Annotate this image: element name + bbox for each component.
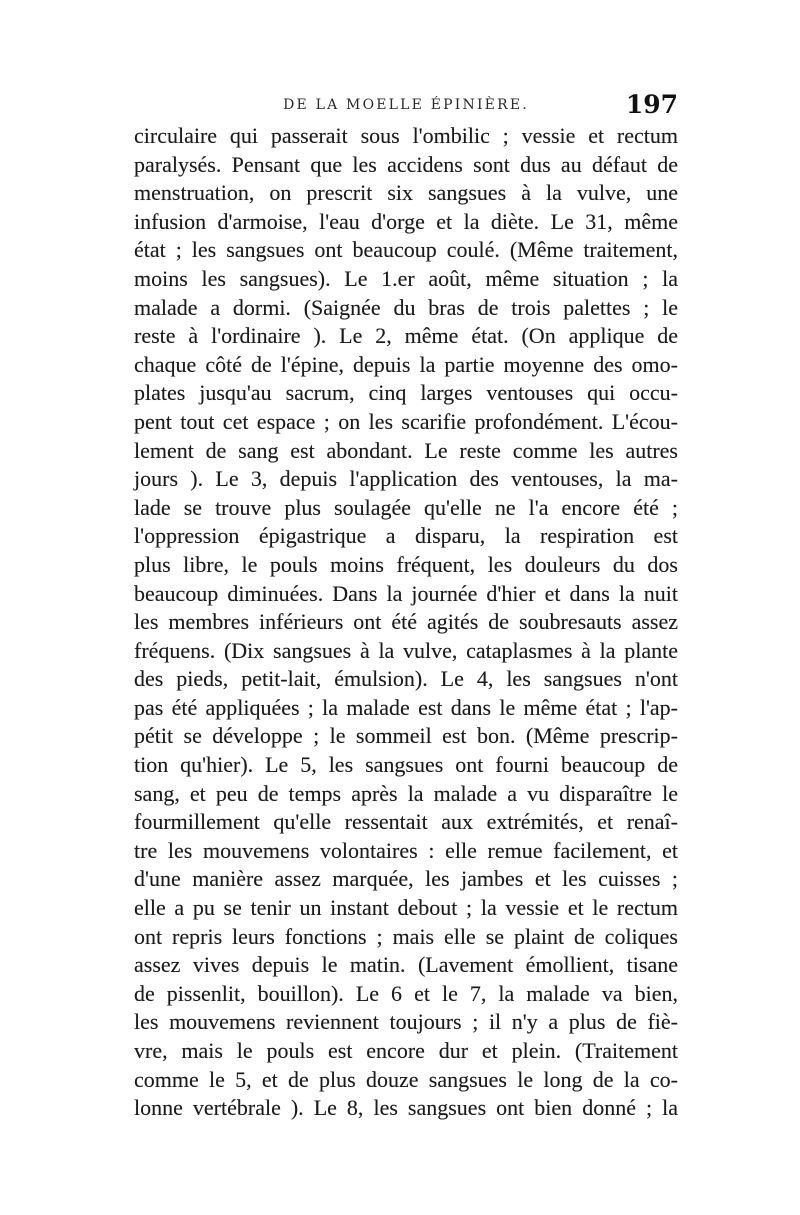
text-line: d'une manière assez marquée, les jambes et les cuisses ;: [134, 866, 678, 892]
text-line: les mouvemens reviennent toujours ; il n'y a plus de fiè-: [134, 1009, 678, 1035]
text-line: chaque côté de l'épine, depuis la partie moyenne des omo-: [134, 351, 678, 377]
text-line: état ; les sangsues ont beaucoup coulé. (Même traitement,: [134, 237, 678, 263]
text-line: comme le 5, et de plus douze sangsues le long de la co-: [134, 1066, 678, 1092]
body-text: [134, 122, 678, 1123]
text-line: infusion d'armoise, l'eau d'orge et la diète. Le 31, même: [134, 208, 678, 234]
text-line: elle a pu se tenir un instant debout ; la vessie et le rectum: [134, 895, 678, 921]
text-line: malade a dormi. (Saignée du bras de trois palettes ; le: [134, 294, 678, 320]
text-line: lade se trouve plus soulagée qu'elle ne l'a encore été ;: [134, 494, 678, 520]
text-line: pas été appliquées ; la malade est dans le même état ; l'ap-: [134, 694, 678, 720]
text-line: des pieds, petit-lait, émulsion). Le 4, les sangsues n'ont: [134, 666, 678, 692]
text-line: plates jusqu'au sacrum, cinq larges ventouses qui occu-: [134, 380, 678, 406]
text-line: pent tout cet espace ; on les scarifie profondément. L'écou-: [134, 408, 678, 434]
text-line: sang, et peu de temps après la malade a vu disparaître le: [134, 780, 678, 806]
text-line: lonne vertébrale ). Le 8, les sangsues ont bien donné ; la: [134, 1095, 678, 1121]
text-line: de pissenlit, bouillon). Le 6 et le 7, la malade va bien,: [134, 980, 678, 1006]
text-line: circulaire qui passerait sous l'ombilic ; vessie et rectum: [134, 123, 678, 148]
text-line: assez vives depuis le matin. (Lavement émollient, tisane: [134, 952, 678, 978]
running-head: [134, 90, 678, 123]
text-line: jours ). Le 3, depuis l'application des ventouses, la ma-: [134, 466, 678, 492]
running-title: DE LA MOELLE ÉPINIÈRE.: [283, 97, 529, 113]
text-line: fourmillement qu'elle ressentait aux extrémités, et renaî-: [134, 809, 678, 835]
text-line: les membres inférieurs ont été agités de soubresauts assez: [134, 609, 678, 635]
page-number: 197: [625, 90, 678, 119]
text-line: beaucoup diminuées. Dans la journée d'hier et dans la nuit: [134, 580, 678, 606]
text-line: tion qu'hier). Le 5, les sangsues ont fourni beaucoup de: [134, 752, 678, 778]
text-line: menstruation, on prescrit six sangsues à la vulve, une: [134, 180, 678, 206]
text-line: lement de sang est abondant. Le reste comme les autres: [134, 437, 678, 463]
text-line: pétit se développe ; le sommeil est bon. (Même prescrip-: [134, 723, 678, 749]
text-line: reste à l'ordinaire ). Le 2, même état. (On applique de: [134, 323, 678, 349]
text-line: tre les mouvemens volontaires : elle remue facilement, et: [134, 837, 678, 863]
text-line: paralysés. Pensant que les accidens sont dus au défaut de: [134, 151, 678, 177]
text-line: ont repris leurs fonctions ; mais elle se plaint de coliques: [134, 923, 678, 949]
text-line: l'oppression épigastrique a disparu, la respiration est: [134, 523, 678, 549]
text-line: fréquens. (Dix sangsues à la vulve, cataplasmes à la plante: [134, 637, 678, 663]
text-line: moins les sangsues). Le 1.er août, même situation ; la: [134, 265, 678, 291]
text-line: plus libre, le pouls moins fréquent, les douleurs du dos: [134, 551, 678, 577]
text-line: vre, mais le pouls est encore dur et plein. (Traitement: [134, 1038, 678, 1063]
